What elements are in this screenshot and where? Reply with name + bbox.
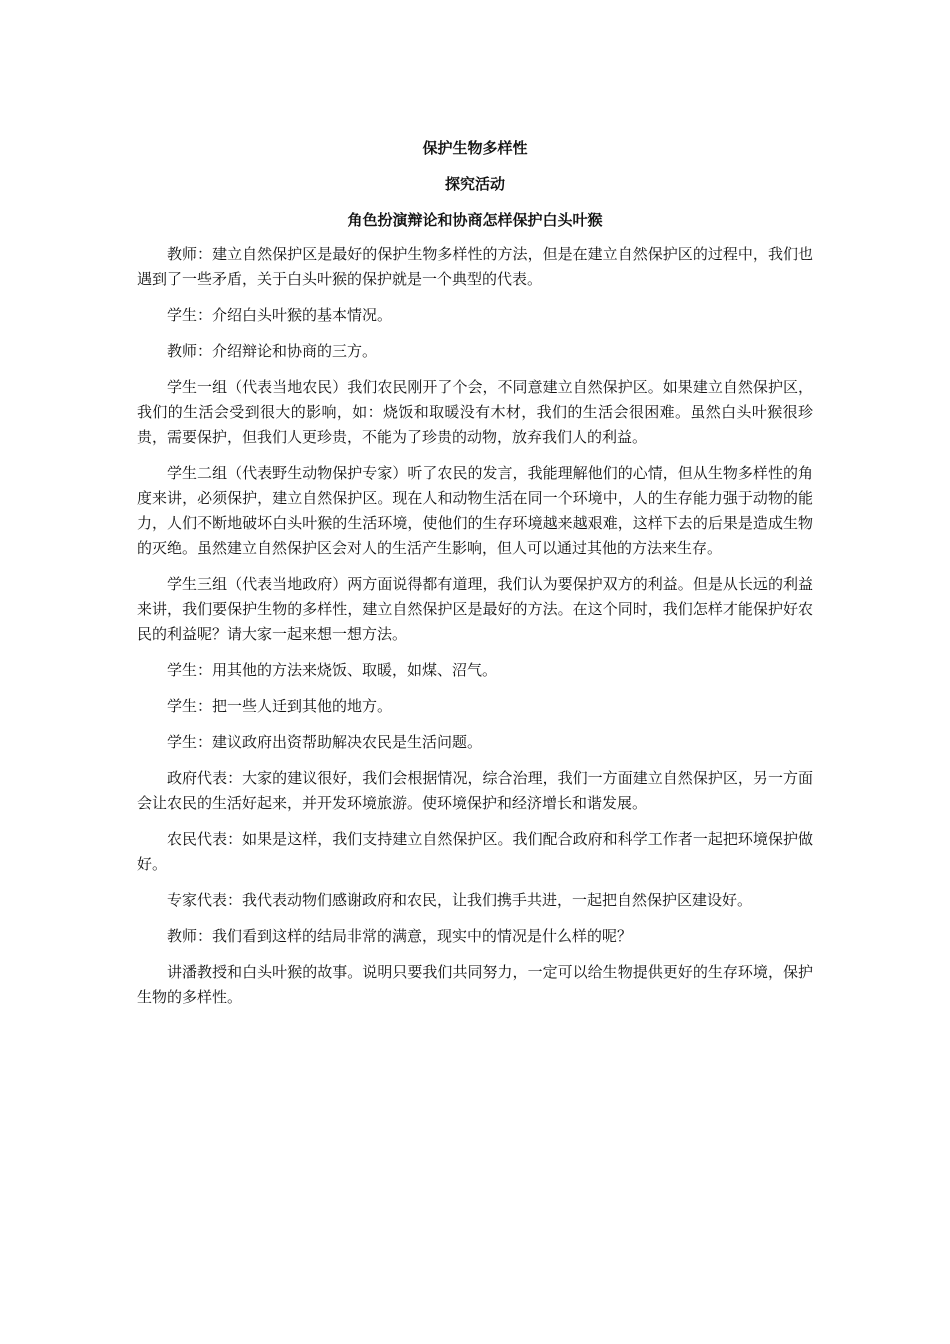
- paragraph-farmers: 农民代表：如果是这样，我们支持建立自然保护区。我们配合政府和科学工作者一起把环境保护做好。: [137, 830, 813, 873]
- paragraph-story: 讲潘教授和白头叶猴的故事。说明只要我们共同努力，一定可以给生物提供更好的生存环境，保护生物的多样性。: [137, 963, 813, 1006]
- paragraph-experts: 专家代表：我代表动物们感谢政府和农民，让我们携手共进，一起把自然保护区建设好。: [167, 891, 753, 909]
- section-heading: 探究活动: [444, 175, 505, 193]
- paragraph-group-one: 学生一组（代表当地农民）我们农民刚开了个会，不同意建立自然保护区。如果建立自然保护区，我们的生活会受到很大的影响，如：烧饭和取暖没有木材，我们的生活会很困难。虽然白头叶猴很珍贵，需要保护，但我们人更珍贵，不能为了珍贵的动物，放弃我们人的利益。: [137, 378, 813, 446]
- paragraph-teacher-intro: 教师：建立自然保护区是最好的保护生物多样性的方法，但是在建立自然保护区的过程中，我们也遇到了一些矛盾，关于白头叶猴的保护就是一个典型的代表。: [137, 245, 813, 288]
- paragraph-group-two: 学生二组（代表野生动物保护专家）听了农民的发言，我能理解他们的心情，但从生物多样性的角度来讲，必须保护，建立自然保护区。现在人和动物生活在同一个环境中，人的生存能力强于动物的能力，人们不断地破坏白头叶猴的生活环境，使他们的生存环境越来越艰难，这样下去的后果是造成生物的灭绝。虽然建立自然保护区会对人的生活产生影响，但人可以通过其他的方法来生存。: [137, 464, 813, 557]
- document-page: [137, 138, 813, 1021]
- paragraph-teacher-question: 教师：我们看到这样的结局非常的满意，现实中的情况是什么样的呢？: [167, 927, 633, 945]
- paragraph-student-suggestion-1: 学生：用其他的方法来烧饭、取暖，如煤、沼气。: [167, 661, 498, 679]
- paragraph-government: 政府代表：大家的建议很好，我们会根据情况，综合治理，我们一方面建立自然保护区，另一方面会让农民的生活好起来，并开发环境旅游。使环境保护和经济增长和谐发展。: [137, 769, 813, 812]
- paragraph-group-three: 学生三组（代表当地政府）两方面说得都有道理，我们认为要保护双方的利益。但是从长远的利益来讲，我们要保护生物的多样性，建立自然保护区是最好的方法。在这个同时，我们怎样才能保护好农民的利益呢？请大家一起来想一想方法。: [137, 575, 813, 643]
- paragraph-student-suggestion-2: 学生：把一些人迁到其他的地方。: [167, 697, 393, 715]
- paragraph-student-intro: 学生：介绍白头叶猴的基本情况。: [167, 306, 393, 324]
- activity-heading: 角色扮演辩论和协商怎样保护白头叶猴: [347, 211, 603, 229]
- paragraph-teacher-parties: 教师：介绍辩论和协商的三方。: [167, 342, 378, 360]
- paragraph-student-suggestion-3: 学生：建议政府出资帮助解决农民是生活问题。: [167, 733, 483, 751]
- document-title: 保护生物多样性: [422, 139, 528, 157]
